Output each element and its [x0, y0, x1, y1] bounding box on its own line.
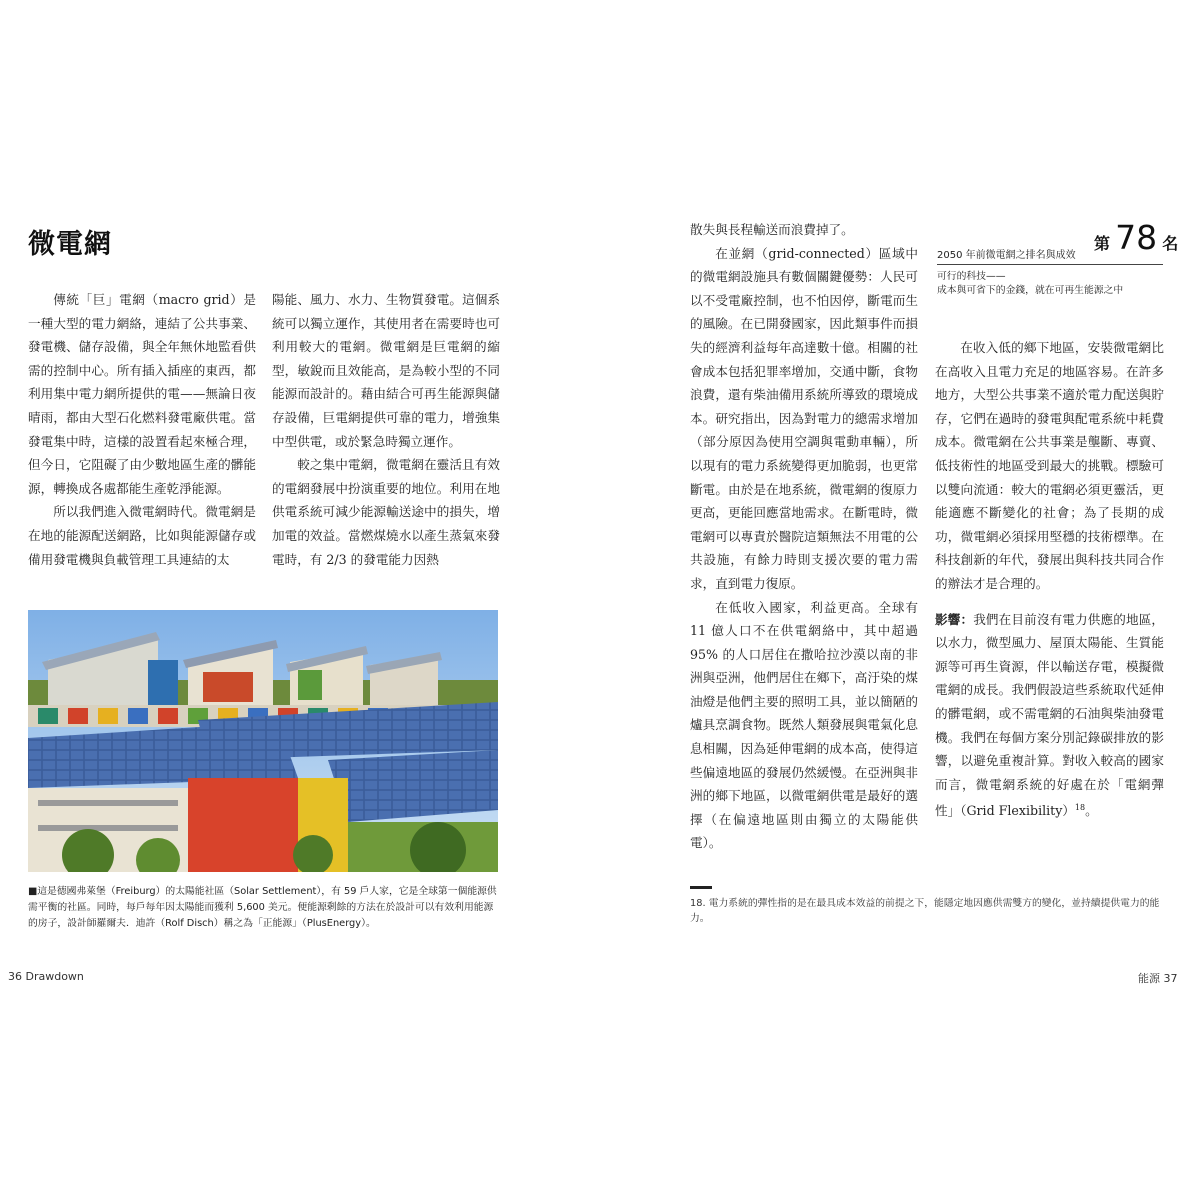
page-footer-left: 36 Drawdown [8, 970, 84, 983]
feasibility-text: 成本與可省下的金錢，就在可再生能源之中 [937, 285, 1124, 296]
paragraph: 較之集中電網，微電網在靈活且有效的電網發展中扮演重要的地位。利用在地供電系統可減少能源輸送途中的損失，增加電的效益。當燃煤燒水以產生蒸氣來發電時，有 2/3 的發電能力因熱 [272, 457, 500, 567]
rank-suffix: 名 [1162, 234, 1179, 253]
impact-end: 。 [1085, 803, 1098, 819]
paragraph: 散失與長程輸送而浪費掉了。 [690, 222, 854, 237]
body-column-2 [272, 288, 500, 571]
feasibility-label: 可行的科技—— [937, 271, 1006, 282]
body-column-1 [28, 288, 256, 571]
rank-badge [1094, 218, 1178, 257]
page-footer-right: 能源 37 [1138, 972, 1178, 985]
rank-prefix: 第 [1094, 234, 1111, 253]
paragraph: 陽能、風力、水力、生物質發電。這個系統可以獨立運作，其使用者在需要時也可利用較大的電網。微電網是巨電網的縮型，敏銳而且效能高，是為較小型的不同能源而設計的。藉由結合可再生能源與儲存設備，巨電網提供可靠的電力，增強集中型供電，或於緊急時獨立運作。 [272, 292, 500, 449]
solar-settlement-illustration [28, 610, 498, 872]
footnote: 18. 電力系統的彈性指的是在最具成本效益的前提之下，能隱定地因應供需雙方的變化，並持續提供電力的能力。 [690, 898, 1160, 924]
impact-text: 我們在目前沒有電力供應的地區，以水力，微型風力、屋頂太陽能、生質能源等可再生資源，伴以輸送存電，模擬微電網的成長。我們假設這些系統取代延伸的髒電網，或不需電網的石油與柴油發電機。我們在每個方案分別記錄碳排放的影響，以避免重複計算。對收入較高的國家而言，微電網系統的好處在於「電網彈性」（Grid Flexibility） [935, 611, 1165, 819]
footnote-ref: 18 [1074, 803, 1086, 813]
photo-caption: ■這是德國弗萊堡（Freiburg）的太陽能社區（Solar Settlement），有 59 戶人家，它是全球第一個能源供需平衡的社區。同時，每戶每年因太陽能而獲利 5,600 美元。便能源剩餘的方法在於設計可以有效利用能源的房子，設計師羅爾夫．迪許（Rolf Disch）稱之為「正能源」（PlusEnergy）。 [28, 886, 497, 929]
paragraph: 在收入低的鄉下地區，安裝微電網比在高收入且電力充足的地區容易。在許多地方，大型公共事業不適於電力配送與貯存，它們在過時的發電與配電系統中耗費成本。微電網在公共事業是壟斷、專賣、低技術性的地區受到最大的挑戰。標驗可以雙向流通：較大的電網必須更靈活，更能適應不斷變化的社會；為了長期的成功，微電網必須採用堅穩的技術標準。在科技創新的年代，發展出與科技共同合作的辦法才是合理的。 [935, 340, 1164, 591]
impact-paragraph [935, 608, 1164, 824]
solar-settlement-photo [28, 610, 498, 872]
paragraph: 在低收入國家，利益更高。全球有 11 億人口不在供電網絡中，其中超過 95% 的人口居住在撒哈拉沙漠以南的非洲與亞洲，他們居住在鄉下，高汙染的煤油燈是他們主要的照明工具，並以簡陋的爐具烹調食物。既然人類發展與電氣化息息相關，因為延伸電網的成本高，使得這些偏遠地區的發展仍然緩慢。在亞洲與非洲的鄉下地區，以微電網供電是最好的選擇（在偏遠地區則由獨立的太陽能供電）。 [690, 599, 918, 851]
page-title: 微電網 [28, 229, 112, 260]
paragraph: 傳統「巨」電網（macro grid）是一種大型的電力網絡，連結了公共事業、發電機、儲存設備，與全年無休地監看供需的控制中心。所有插入插座的東西，都利用集中電力網所提供的電——無論日夜晴雨，都由大型石化燃料發電廠供電。當發電集中時，這樣的設置看起來極合理，但今日，它阻礙了由少數地區生產的髒能源，轉換成各處都能生產乾淨能源。 [28, 292, 256, 496]
feasibility-note [937, 270, 1123, 298]
impact-label: 影響： [935, 611, 974, 627]
divider [937, 264, 1163, 265]
paragraph: 在並網（grid-connected）區域中的微電網設施具有數個關鍵優勢：人民可以不受電廠控制，也不怕因停，斷電而生的風險。在已開發國家，因此類事件而損失的經濟利益每年高達數十億。相關的社會成本包括犯罪率增加，交通中斷，食物浪費，還有柴油備用系統所導致的環境成本。研究指出，因為對電力的總需求增加（部分原因為使用空調與電動車輛），所以現有的電力系統變得更加脆弱，也更常斷電。由於是在地系統，微電網的復原力更高，更能回應當地需求。在斷電時，微電網可以專責於醫院這類無法不用電的公共設施，有餘力時則支援次要的電力需求，直到電力復原。 [690, 245, 918, 591]
rank-header: 2050 年前微電網之排名與成效 [937, 250, 1076, 261]
body-column-3 [690, 218, 918, 855]
body-column-4 [935, 336, 1164, 823]
rank-number: 78 [1115, 218, 1158, 257]
paragraph: 所以我們進入微電網時代。微電網是在地的能源配送網路，比如與能源儲存或備用發電機與負載管理工具連結的太 [28, 504, 256, 567]
footnote-divider [690, 886, 712, 889]
